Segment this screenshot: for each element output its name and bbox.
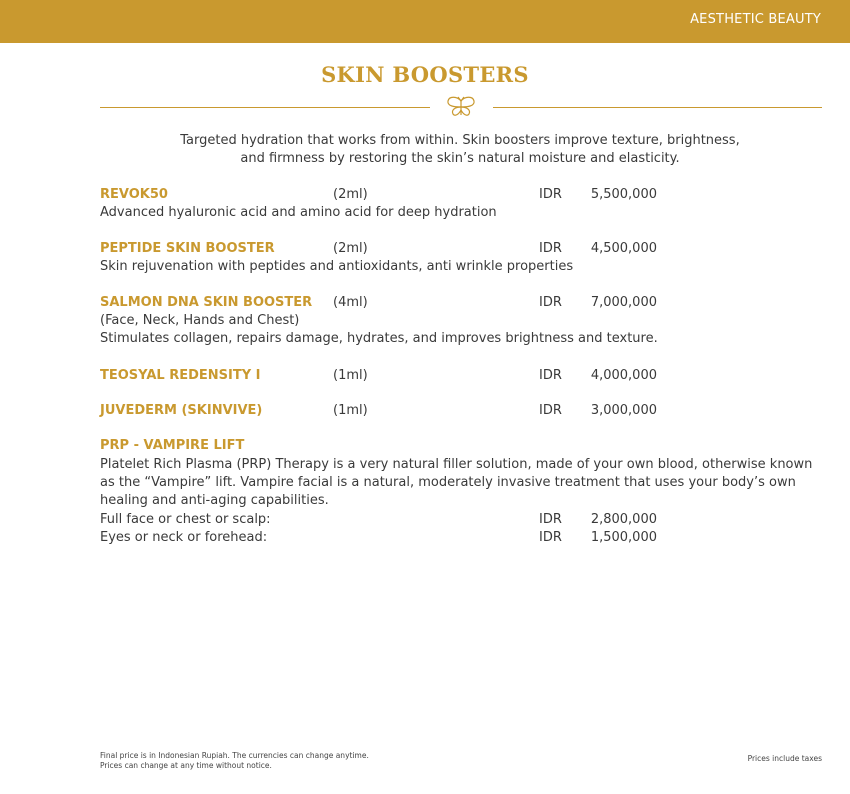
footer-notes xyxy=(100,751,369,771)
item-name: JUVEDERM (SKINVIVE) xyxy=(100,403,263,418)
item-price: 4,000,000 xyxy=(590,368,657,383)
item-description: Platelet Rich Plasma (PRP) Therapy is a very natural filler solution, made of your own blood, otherwise known as the “Vampire” lift. Vampire facial is a natural, moderately invasive treatment that uses your body’s own healing and anti-aging capabilities. xyxy=(100,457,813,508)
intro-text xyxy=(150,132,770,168)
intro-line: Targeted hydration that works from within. Skin boosters improve texture, brightness, xyxy=(180,133,740,148)
intro-line: and firmness by restoring the skin’s natural moisture and elasticity. xyxy=(240,151,680,166)
item-volume: (2ml) xyxy=(333,241,368,256)
item-volume: (2ml) xyxy=(333,187,368,202)
item-volume: (4ml) xyxy=(333,295,368,310)
brand-label: AESTHETIC BEAUTY xyxy=(690,12,821,27)
page-title: SKIN BOOSTERS xyxy=(321,62,529,87)
item-price: 5,500,000 xyxy=(590,187,657,202)
item-description: Stimulates collagen, repairs damage, hydrates, and improves brightness and texture. xyxy=(100,331,658,346)
item-volume: (1ml) xyxy=(333,368,368,383)
item-price: 3,000,000 xyxy=(590,403,657,418)
butterfly-icon xyxy=(446,96,476,118)
footer-note: Prices can change at any time without notice. xyxy=(100,761,272,770)
item-volume: (1ml) xyxy=(333,403,368,418)
option-price: 1,500,000 xyxy=(590,530,657,545)
option-currency: IDR xyxy=(539,512,562,527)
option-price: 2,800,000 xyxy=(590,512,657,527)
footer-note: Final price is in Indonesian Rupiah. The currencies can change anytime. xyxy=(100,751,369,760)
item-currency: IDR xyxy=(539,295,562,310)
item-currency: IDR xyxy=(539,187,562,202)
item-currency: IDR xyxy=(539,241,562,256)
divider-right xyxy=(493,107,822,108)
item-description: Skin rejuvenation with peptides and antioxidants, anti wrinkle properties xyxy=(100,259,574,274)
item-note: (Face, Neck, Hands and Chest) xyxy=(100,313,300,328)
item-description: Advanced hyaluronic acid and amino acid for deep hydration xyxy=(100,205,497,220)
item-price: 4,500,000 xyxy=(590,241,657,256)
header-bar xyxy=(0,0,850,43)
tax-note: Prices include taxes xyxy=(747,754,822,763)
item-price: 7,000,000 xyxy=(590,295,657,310)
item-currency: IDR xyxy=(539,403,562,418)
item-name: REVOK50 xyxy=(100,187,168,202)
item-name: PRP - VAMPIRE LIFT xyxy=(100,438,245,453)
item-currency: IDR xyxy=(539,368,562,383)
divider-left xyxy=(100,107,430,108)
option-label: Full face or chest or scalp: xyxy=(100,512,271,527)
option-label: Eyes or neck or forehead: xyxy=(100,530,268,545)
option-currency: IDR xyxy=(539,530,562,545)
item-name: TEOSYAL REDENSITY I xyxy=(100,368,261,383)
item-name: SALMON DNA SKIN BOOSTER xyxy=(100,295,313,310)
item-name: PEPTIDE SKIN BOOSTER xyxy=(100,241,275,256)
